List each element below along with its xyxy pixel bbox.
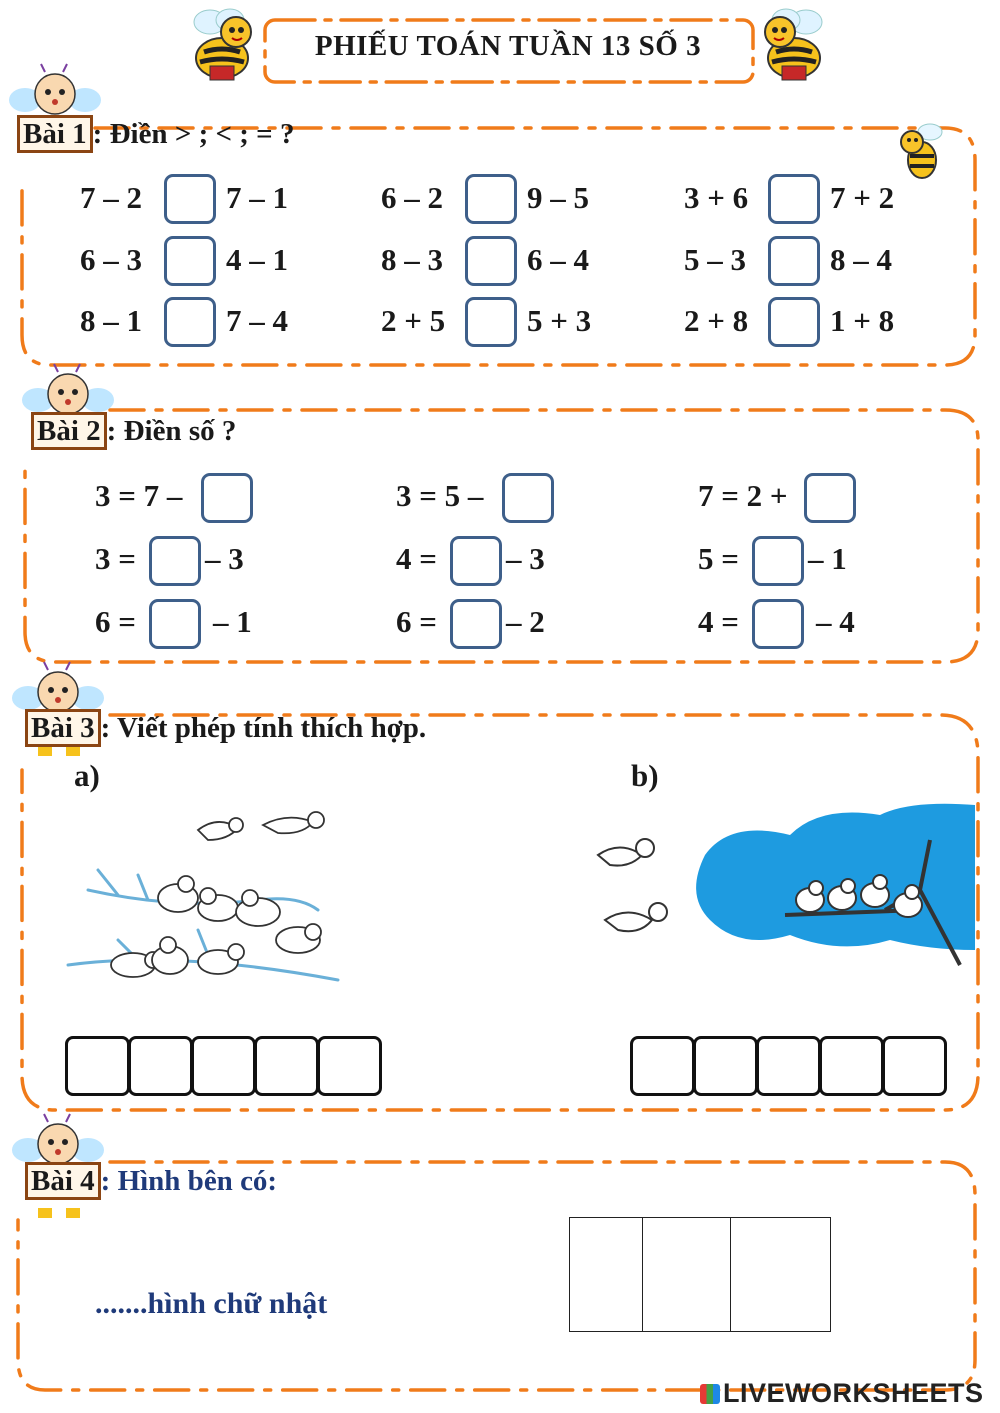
number-answer-box[interactable] <box>149 599 201 649</box>
equation-prefix: 4 = <box>698 604 739 639</box>
rectangles-figure <box>569 1217 831 1332</box>
equation-prefix: 7 = 2 + <box>698 478 788 513</box>
comparison-answer-box[interactable] <box>465 297 517 347</box>
small-bee-icon <box>890 118 952 188</box>
equation-prefix: 6 = <box>396 604 437 639</box>
exercise-4-tag: Bài 4 <box>25 1162 101 1200</box>
birds-on-branch-illustration <box>58 800 348 1005</box>
equation-suffix: – 1 <box>808 541 847 576</box>
comparison-answer-box[interactable] <box>164 236 216 286</box>
equation-cell[interactable] <box>819 1036 884 1096</box>
exercise-2-instruction: : Điền số ? <box>106 415 237 447</box>
exercise-4-instruction: : Hình bên có: <box>100 1165 278 1197</box>
equation-prefix: 4 = <box>396 541 437 576</box>
comparison-answer-box[interactable] <box>164 174 216 224</box>
exercise-4-label <box>25 1165 277 1198</box>
equation-cell[interactable] <box>693 1036 758 1096</box>
equation-cell[interactable] <box>191 1036 256 1096</box>
equation-cell[interactable] <box>65 1036 130 1096</box>
exercise-3-label <box>25 712 426 745</box>
exercise-1-instruction: : Điền > ; < ; = ? <box>92 118 295 150</box>
exercise-2-tag: Bài 2 <box>31 412 107 450</box>
rectangle-count-answer-line[interactable]: .......hình chữ nhật <box>95 1287 328 1320</box>
rectangle-divider <box>642 1218 643 1331</box>
right-expression: 6 – 4 <box>527 242 589 277</box>
equation-prefix: 6 = <box>95 604 136 639</box>
part-b-label: b) <box>631 758 659 793</box>
equation-prefix: 3 = <box>95 541 136 576</box>
right-expression: 9 – 5 <box>527 180 589 215</box>
equation-suffix: – 4 <box>816 604 855 639</box>
equation-cell[interactable] <box>317 1036 382 1096</box>
equation-suffix: – 1 <box>213 604 252 639</box>
number-answer-box[interactable] <box>752 599 804 649</box>
exercise-3-instruction: : Viết phép tính thích hợp. <box>100 712 427 744</box>
left-expression: 3 + 6 <box>684 180 749 215</box>
left-expression: 5 – 3 <box>684 242 746 277</box>
bee-mascot-icon <box>180 2 268 90</box>
left-expression: 8 – 3 <box>381 242 443 277</box>
equation-cell[interactable] <box>630 1036 695 1096</box>
right-expression: 7 – 4 <box>226 303 288 338</box>
number-answer-box[interactable] <box>149 536 201 586</box>
left-expression: 7 – 2 <box>80 180 142 215</box>
right-expression: 1 + 8 <box>830 303 895 338</box>
right-expression: 8 – 4 <box>830 242 892 277</box>
left-expression: 8 – 1 <box>80 303 142 338</box>
equation-cell[interactable] <box>254 1036 319 1096</box>
exercise-2-label <box>31 415 236 448</box>
number-answer-box[interactable] <box>502 473 554 523</box>
number-answer-box[interactable] <box>752 536 804 586</box>
right-expression: 7 + 2 <box>830 180 895 215</box>
right-expression: 4 – 1 <box>226 242 288 277</box>
bee-mascot-icon <box>748 2 836 90</box>
number-answer-box[interactable] <box>804 473 856 523</box>
equation-suffix: – 2 <box>506 604 545 639</box>
equation-cell[interactable] <box>756 1036 821 1096</box>
equation-cell[interactable] <box>882 1036 947 1096</box>
equation-cell[interactable] <box>128 1036 193 1096</box>
left-expression: 2 + 8 <box>684 303 749 338</box>
number-answer-box[interactable] <box>450 536 502 586</box>
left-expression: 6 – 3 <box>80 242 142 277</box>
left-expression: 2 + 5 <box>381 303 446 338</box>
page-title: PHIẾU TOÁN TUẦN 13 SỐ 3 <box>314 30 702 62</box>
comparison-answer-box[interactable] <box>768 297 820 347</box>
liveworksheets-logo <box>700 1378 984 1409</box>
number-answer-box[interactable] <box>450 599 502 649</box>
comparison-answer-box[interactable] <box>768 174 820 224</box>
comparison-answer-box[interactable] <box>164 297 216 347</box>
birds-in-tree-illustration <box>590 800 975 980</box>
rectangle-divider <box>730 1218 731 1331</box>
equation-suffix: – 3 <box>506 541 545 576</box>
left-expression: 6 – 2 <box>381 180 443 215</box>
right-expression: 7 – 1 <box>226 180 288 215</box>
exercise-1-tag: Bài 1 <box>17 115 93 153</box>
part-a-label: a) <box>74 758 100 793</box>
logo-text: LIVEWORKSHEETS <box>723 1378 984 1408</box>
exercise-1-label <box>17 118 294 151</box>
equation-prefix: 5 = <box>698 541 739 576</box>
comparison-answer-box[interactable] <box>465 174 517 224</box>
equation-prefix: 3 = 5 – <box>396 478 484 513</box>
equation-prefix: 3 = 7 – <box>95 478 183 513</box>
right-expression: 5 + 3 <box>527 303 592 338</box>
equation-suffix: – 3 <box>205 541 244 576</box>
exercise-3-tag: Bài 3 <box>25 709 101 747</box>
comparison-answer-box[interactable] <box>465 236 517 286</box>
number-answer-box[interactable] <box>201 473 253 523</box>
logo-mark-icon <box>700 1384 720 1404</box>
comparison-answer-box[interactable] <box>768 236 820 286</box>
